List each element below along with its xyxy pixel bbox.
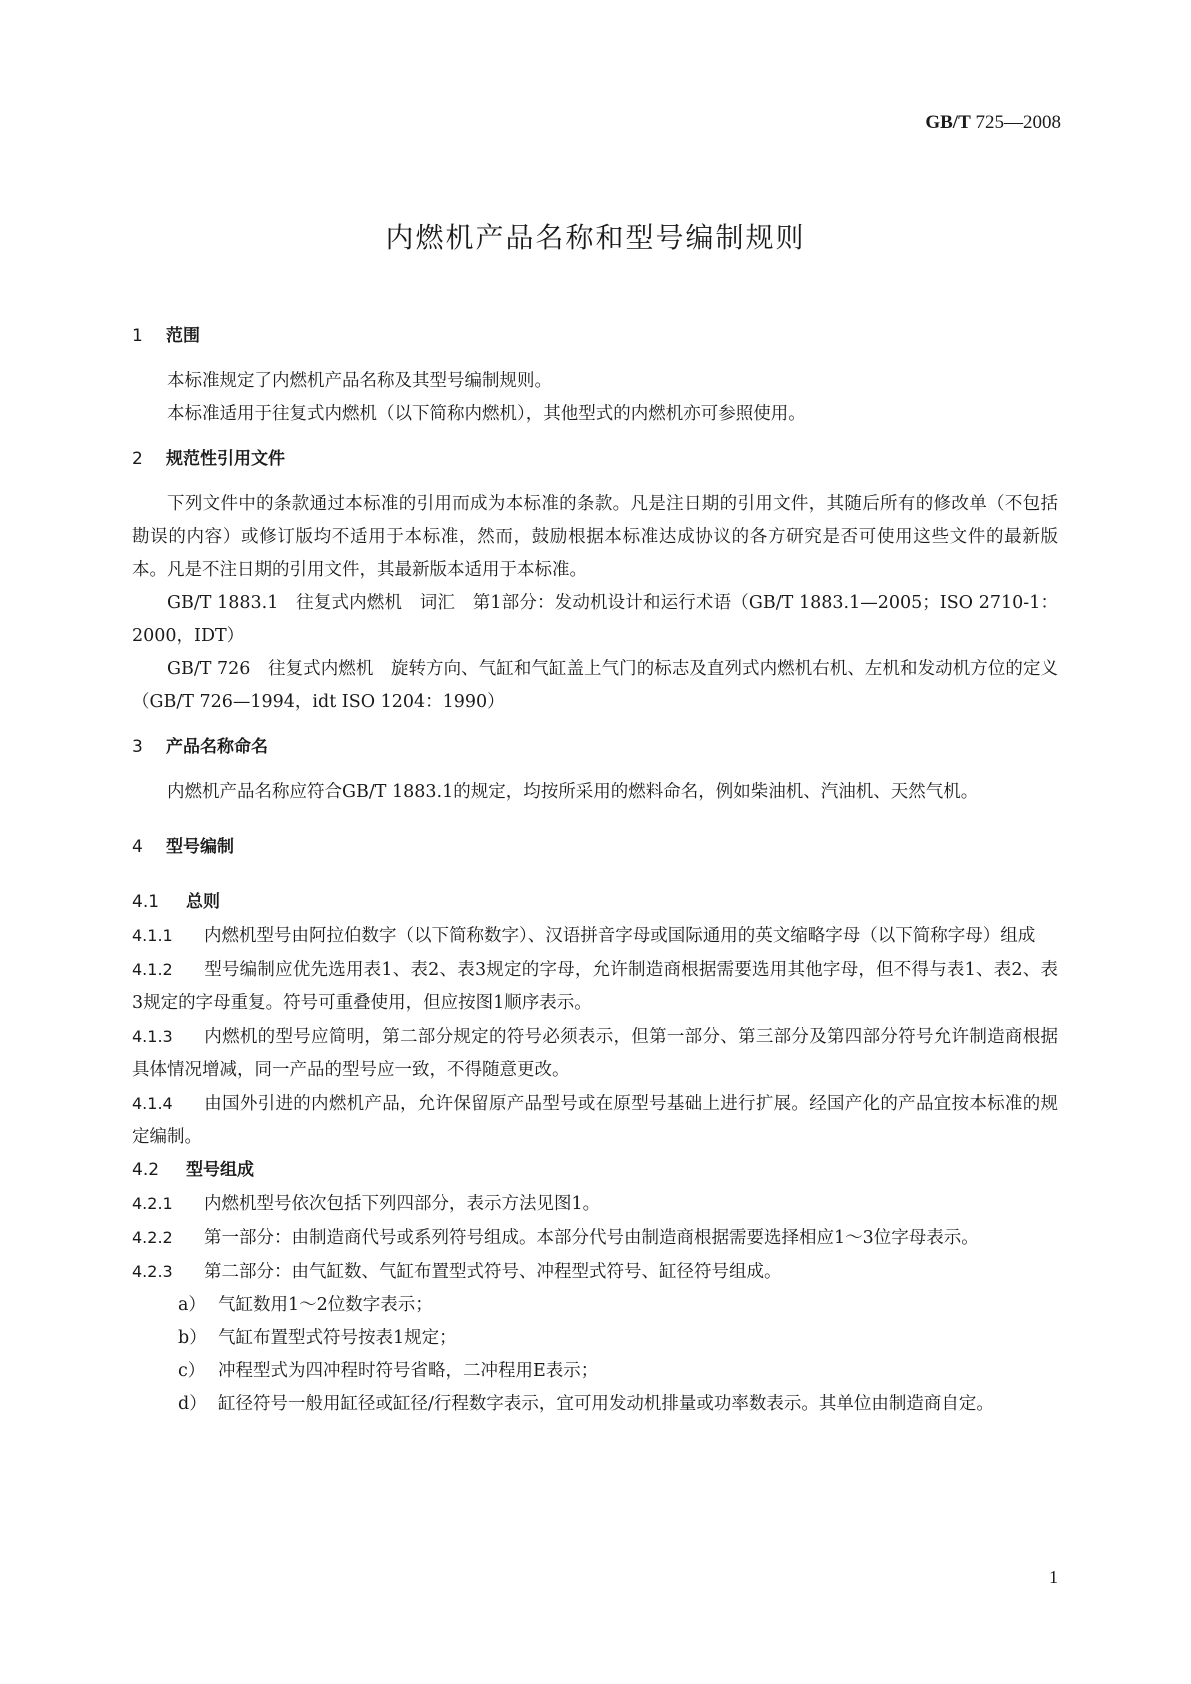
section-heading-product-naming: 3 产品名称命名 — [132, 737, 268, 757]
section-heading-scope: 1 范围 — [132, 326, 200, 346]
document-title: 内燃机产品名称和型号编制规则 — [385, 221, 806, 254]
paragraph: 本标准规定了内燃机产品名称及其型号编制规则。 — [167, 371, 552, 391]
document-body — [132, 320, 1058, 1421]
list-item: b） 气缸布置型式符号按表1规定； — [178, 1328, 457, 1348]
section-heading-model-designation: 4 型号编制 — [132, 837, 234, 857]
paragraph: 下列文件中的条款通过本标准的引用而成为本标准的条款。凡是注日期的引用文件，其随后所有的修改单（不包括勘误的内容）或修订版均不适用于本标准，然而，鼓励根据本标准达成协议的各方研究是否可使用这些文件的最新版本。凡是不注日期的引用文件，其最新版本适用于本标准。 — [132, 494, 1058, 580]
clause-4-1-1: 4.1.1 内燃机型号由阿拉伯数字（以下简称数字）、汉语拼音字母或国际通用的英文缩略字母（以下简称字母）组成 — [132, 926, 1036, 946]
clause-4-2-1: 4.2.1 内燃机型号依次包括下列四部分，表示方法见图1。 — [132, 1194, 601, 1214]
page-number: 1 — [1049, 1567, 1058, 1587]
paragraph: 本标准适用于往复式内燃机（以下简称内燃机），其他型式的内燃机亦可参照使用。 — [167, 404, 806, 424]
clause-4-2-3: 4.2.3 第二部分：由气缸数、气缸布置型式符号、冲程型式符号、缸径符号组成。 — [132, 1262, 782, 1282]
subsection-heading-general: 4.1 总则 — [132, 892, 220, 912]
section-heading-normative-references: 2 规范性引用文件 — [132, 449, 285, 469]
standard-prefix: GB/T — [925, 112, 971, 133]
reference-entry: GB/T 1883.1 往复式内燃机 词汇 第1部分：发动机设计和运行术语（GB/T 1883.1—2005；ISO 2710-1：2000，IDT） — [132, 593, 1058, 646]
list-item: c） 冲程型式为四冲程时符号省略，二冲程用E表示； — [178, 1361, 599, 1381]
standard-number — [925, 112, 1061, 134]
reference-entry: GB/T 726 往复式内燃机 旋转方向、气缸和气缸盖上气门的标志及直列式内燃机右机、左机和发动机方位的定义（GB/T 726—1994，idt ISO 1204：1990） — [132, 659, 1058, 712]
clause-4-1-4: 4.1.4 由国外引进的内燃机产品，允许保留原产品型号或在原型号基础上进行扩展。经国产化的产品宜按本标准的规定编制。 — [132, 1094, 1058, 1147]
clause-4-1-3: 4.1.3 内燃机的型号应简明，第二部分规定的符号必须表示，但第一部分、第三部分及第四部分符号允许制造商根据具体情况增减，同一产品的型号应一致，不得随意更改。 — [132, 1027, 1058, 1080]
paragraph: 内燃机产品名称应符合GB/T 1883.1的规定，均按所采用的燃料命名，例如柴油机、汽油机、天然气机。 — [167, 782, 979, 802]
clause-4-2-2: 4.2.2 第一部分：由制造商代号或系列符号组成。本部分代号由制造商根据需要选择相应1～3位字母表示。 — [132, 1228, 979, 1248]
standard-code: 725—2008 — [975, 112, 1061, 133]
clause-4-1-2: 4.1.2 型号编制应优先选用表1、表2、表3规定的字母，允许制造商根据需要选用其他字母，但不得与表1、表2、表3规定的字母重复。符号可重叠使用，但应按图1顺序表示。 — [132, 960, 1058, 1013]
list-item: a） 气缸数用1～2位数字表示； — [178, 1295, 433, 1315]
subsection-heading-model-composition: 4.2 型号组成 — [132, 1160, 254, 1180]
list-item: d） 缸径符号一般用缸径或缸径/行程数字表示，宜可用发动机排量或功率数表示。其单位由制造商自定。 — [178, 1394, 994, 1414]
